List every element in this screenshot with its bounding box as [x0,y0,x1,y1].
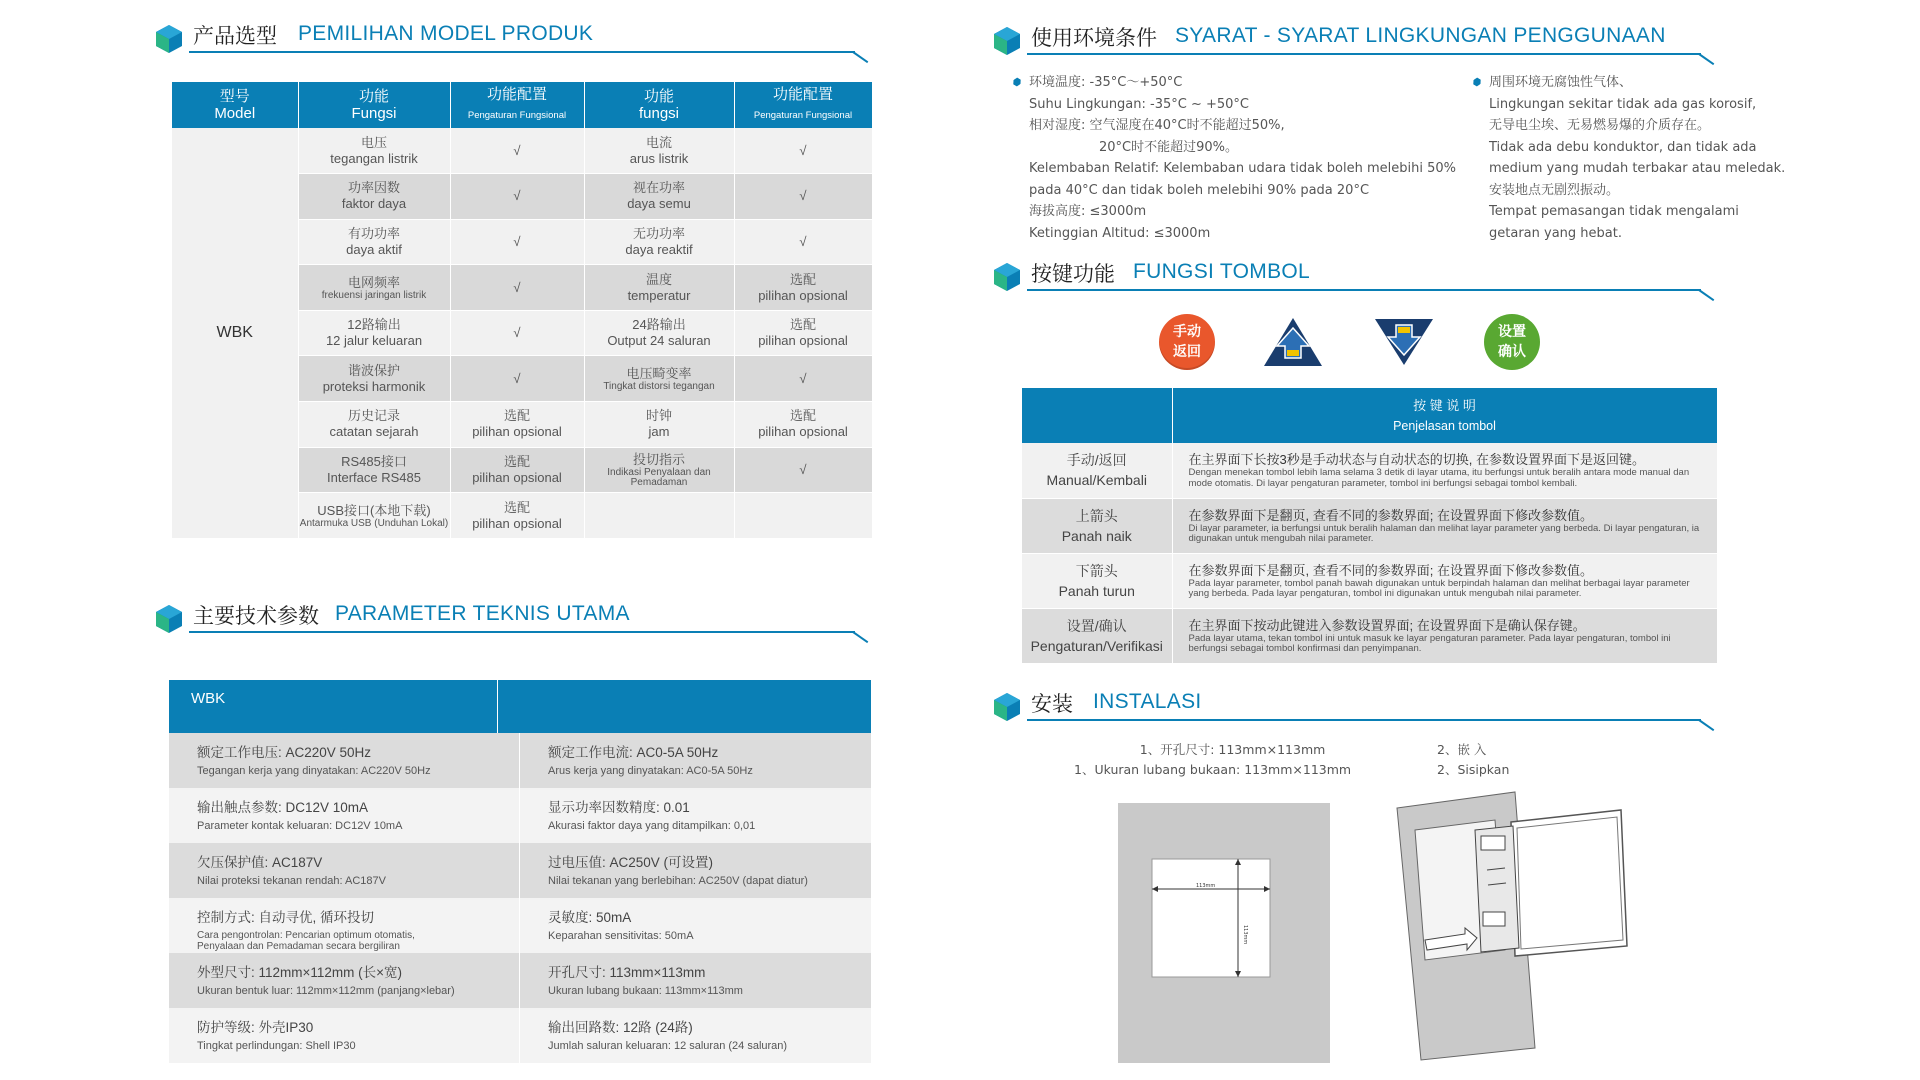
section-title-zh: 主要技术参数 [193,604,319,628]
check-cell: √ [734,128,872,174]
function-cell: 电网频率 frekuensi jaringan listrik [298,265,450,311]
env-left-list [1029,72,1456,244]
table-row [1022,498,1717,553]
section-title-zh: 使用环境条件 [1031,26,1157,50]
check-cell: √ [450,265,584,311]
params-model-label: WBK [191,690,226,707]
section-header-model [155,20,875,60]
section-title-id: SYARAT - SYARAT LINGKUNGAN PENGGUNAAN [1175,24,1666,47]
header-function-2: 功能 fungsi [584,82,734,128]
param-cell: 控制方式: 自动寻优, 循环投切 Cara pengontrolan: Pencarian optimum otomatis, Penyalaan dan Pemadaman secara bergiliran [169,898,520,953]
button-desc-cell: 在参数界面下是翻页, 查看不同的参数界面; 在设置界面下修改参数值。 Pada layar parameter, tombol panah bawah digunakan untuk berpindah halaman dan melihat berbagai layar parameter yang berbeda. Pada layar pengaturan, tombol ini digunakan untuk mengubah nilai parameter. [1172,553,1717,608]
button-description-table [1022,388,1718,664]
check-cell: √ [450,128,584,174]
button-name-cell: 手动/返回 Manual/Kembali [1022,443,1172,498]
section-title-id: PARAMETER TEKNIS UTAMA [335,602,630,625]
install-step1-label: 1、开孔尺寸: 113mm×113mm 1、Ukuran lubang bukaan: 113mm×113mm [1074,742,1352,777]
hexagon-icon [155,24,183,54]
param-cell: 输出触点参数: DC12V 10mA Parameter kontak keluaran: DC12V 10mA [169,788,520,843]
model-name-cell: WBK [172,128,298,538]
param-cell: 外型尺寸: 112mm×112mm (长×宽) Ukuran bentuk luar: 112mm×112mm (panjang×lebar) [169,953,520,1008]
config-cell: 选配 pilihan opsional [450,493,584,539]
section-title-zh: 安装 [1031,692,1073,716]
env-text: Tempat pemasangan tidak mengalami [1489,204,1739,219]
config-cell: 选配 pilihan opsional [734,265,872,311]
section-header-installation [993,688,1713,728]
cutout-diagram [1118,803,1330,1063]
env-text: 无导电尘埃、无易燃易爆的介质存在。 [1489,118,1711,133]
env-text: 相对湿度: 空气湿度在40°C时不能超过50%, [1029,118,1285,133]
button-name-cell: 上箭头 Panah naik [1022,498,1172,553]
param-cell: 额定工作电流: AC0-5A 50Hz Arus kerja yang dinyatakan: AC0-5A 50Hz [548,745,753,777]
down-arrow-button-icon [1373,317,1435,367]
dim-horizontal-text: 113mm [1196,883,1216,889]
function-cell [584,493,734,539]
table-row [1022,443,1717,498]
function-cell: 投切指示 Indikasi Penyalaan dan Pemadaman [584,447,734,493]
check-cell: √ [450,310,584,356]
function-cell: 温度 temperatur [584,265,734,311]
install-step2-label: 2、嵌 入 2、Sisipkan [1437,742,1510,777]
function-cell: 功率因数 faktor daya [298,174,450,220]
function-cell: 视在功率 daya semu [584,174,734,220]
tech-params-table [169,680,871,1063]
check-cell [734,493,872,539]
section-header-params [155,600,875,640]
function-cell: 24路输出 Output 24 saluran [584,310,734,356]
function-cell: 12路输出 12 jalur keluaran [298,310,450,356]
param-cell: 防护等级: 外壳IP30 Tingkat perlindungan: Shell IP30 [169,1008,520,1063]
check-cell: √ [734,447,872,493]
button-name-cell: 下箭头 Panah turun [1022,553,1172,608]
header-function-1: 功能 Fungsi [298,82,450,128]
function-cell: 电压 tegangan listrik [298,128,450,174]
table-row [1022,553,1717,608]
env-text: pada 40°C dan tidak boleh melebihi 90% pada 20°C [1029,182,1370,198]
check-cell: √ [450,174,584,220]
env-text: 周围环境无腐蚀性气体、 [1489,75,1633,90]
section-title-id: INSTALASI [1093,690,1202,713]
hexagon-icon [993,26,1021,56]
up-arrow-button-icon [1262,316,1324,368]
function-cell: 电流 arus listrik [584,128,734,174]
params-header [169,680,871,733]
header-button-desc: 按 键 说 明 Penjelasan tombol [1172,388,1717,443]
env-text: Tidak ada debu konduktor, dan tidak ada [1489,139,1757,155]
config-cell: 选配 pilihan opsional [734,402,872,448]
function-cell: 有功功率 daya aktif [298,219,450,265]
param-cell: 额定工作电压: AC220V 50Hz Tegangan kerja yang dinyatakan: AC220V 50Hz [169,733,520,788]
env-text: Lingkungan sekitar tidak ada gas korosif, [1489,96,1757,112]
header-config-2: 功能配置 Pengaturan Fungsional [734,82,872,128]
hexagon-icon [155,604,183,634]
check-cell: √ [734,356,872,402]
function-cell: 历史记录 catatan sejarah [298,402,450,448]
params-row [169,788,871,843]
config-cell: 选配 pilihan opsional [450,447,584,493]
manual-return-button-icon: 手动 返回 [1159,314,1215,370]
header-config-1: 功能配置 Pengaturan Fungsional [450,82,584,128]
section-header-buttons [993,258,1713,298]
header-model: 型号 Model [172,82,298,128]
section-title-zh: 按键功能 [1031,262,1115,286]
function-cell: 电压畸变率 Tingkat distorsi tegangan [584,356,734,402]
table-header-row [172,82,872,128]
param-cell: 过电压值: AC250V (可设置) Nilai tekanan yang berlebihan: AC250V (dapat diatur) [548,855,808,887]
config-cell: 选配 pilihan opsional [450,402,584,448]
function-cell: 谐波保护 proteksi harmonik [298,356,450,402]
param-cell: 欠压保护值: AC187V Nilai proteksi tekanan rendah: AC187V [169,843,520,898]
env-text: 海拔高度: ≤3000m [1029,204,1147,219]
env-text: 20°C时不能超过90%。 [1099,139,1239,155]
env-text: medium yang mudah terbakar atau meledak. [1489,161,1786,176]
env-text: 环境温度: -35°C～+50°C [1029,75,1183,90]
model-selection-table [172,82,873,539]
section-title-zh: 产品选型 [193,24,277,48]
section-header-environment [993,22,1713,62]
section-title-id: FUNGSI TOMBOL [1133,260,1310,283]
check-cell: √ [734,174,872,220]
section-title-id: PEMILIHAN MODEL PRODUK [298,22,594,45]
param-cell: 显示功率因数精度: 0.01 Akurasi faktor daya yang ditampilkan: 0,01 [548,800,756,832]
function-cell: 时钟 jam [584,402,734,448]
config-cell: 选配 pilihan opsional [734,310,872,356]
params-row [169,1008,871,1063]
param-cell: 开孔尺寸: 113mm×113mm Ukuran lubang bukaan: 113mm×113mm [548,965,743,997]
env-right-list [1489,72,1785,244]
header-button-blank [1022,388,1172,443]
params-row [169,953,871,1008]
params-row [169,898,871,953]
check-cell: √ [734,219,872,265]
function-cell: RS485接口 Interface RS485 [298,447,450,493]
insertion-diagram [1395,790,1631,1062]
hexagon-icon [993,692,1021,722]
button-desc-cell: 在参数界面下是翻页, 查看不同的参数界面; 在设置界面下修改参数值。 Di layar parameter, ia berfungsi untuk beralih halaman dan melihat layar parameter yang berbeda. Di layar pengaturan, ia digunakan untuk mengubah nilai parameter. [1172,498,1717,553]
env-text: Kelembaban Relatif: Kelembaban udara tidak boleh melebihi 50% [1029,161,1456,176]
env-text: getaran yang hebat. [1489,225,1622,241]
set-confirm-button-icon: 设置 确认 [1484,314,1540,370]
button-desc-cell: 在主界面下按动此键进入参数设置界面; 在设置界面下是确认保存键。 Pada layar utama, tekan tombol ini untuk masuk ke layar pengaturan parameter. Pada layar pengaturan, tombol ini berfungsi sebagai tombol konfirmasi dan penyimpanan. [1172,608,1717,663]
check-cell: √ [450,219,584,265]
params-row [169,733,871,788]
function-cell: 无功功率 daya reaktif [584,219,734,265]
check-cell: √ [450,356,584,402]
table-row [1022,608,1717,663]
env-text: Suhu Lingkungan: -35°C ~ +50°C [1029,96,1250,112]
params-row [169,843,871,898]
dim-vertical-text: 113mm [1242,925,1248,945]
button-desc-cell: 在主界面下长按3秒是手动状态与自动状态的切换, 在参数设置界面下是返回键。 Dengan menekan tombol lebih lama selama 3 detik di layar utama, itu berfungsi untuk beralih antara mode manual dan mode otomatis. Di layar pengaturan parameter, tombol ini berfungsi sebagai tombol kembali. [1172,443,1717,498]
hexagon-icon [993,262,1021,292]
button-name-cell: 设置/确认 Pengaturan/Verifikasi [1022,608,1172,663]
env-text: 安装地点无剧烈振动。 [1489,182,1620,198]
table-row [172,128,872,174]
function-cell: USB接口(本地下载) Antarmuka USB (Unduhan Lokal) [298,493,450,539]
env-text: Ketinggian Altitud: ≤3000m [1029,225,1211,241]
param-cell: 灵敏度: 50mA Keparahan sensitivitas: 50mA [548,910,694,942]
param-cell: 输出回路数: 12路 (24路) Jumlah saluran keluaran: 12 saluran (24 saluran) [548,1020,788,1052]
